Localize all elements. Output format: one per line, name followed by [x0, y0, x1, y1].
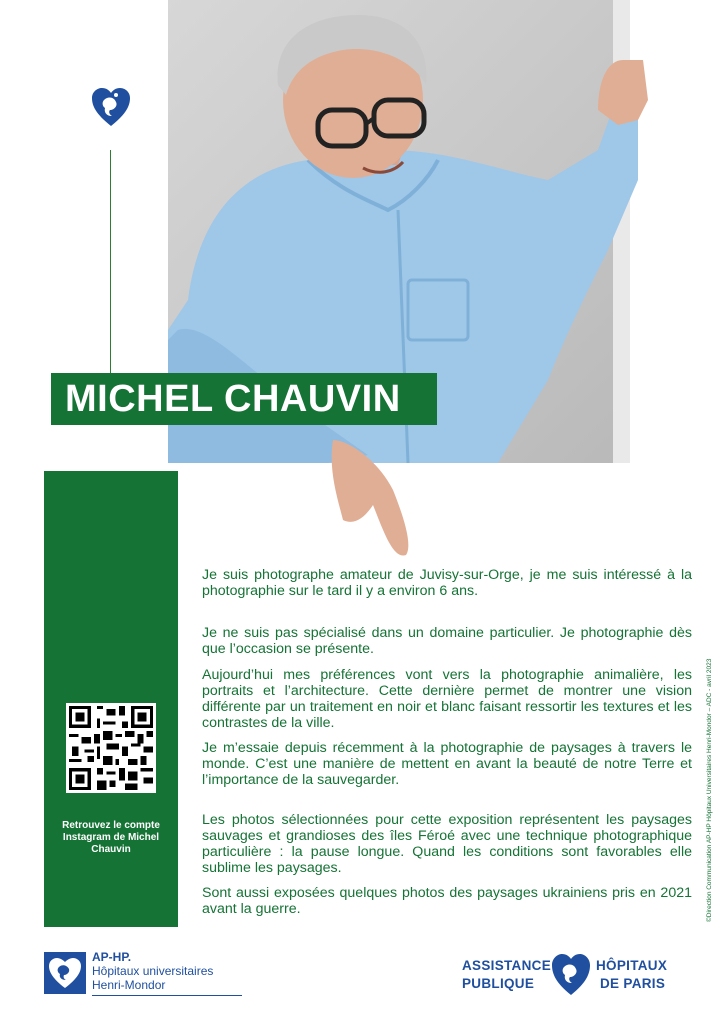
ap-hp-logo [462, 950, 680, 998]
bio-paragraph: Aujourd’hui mes préférences vont vers la photographie animalière, les portraits et l’architecture. Cette dernière permet de montrer une vision différente par un traitement en noir et blanc faisant ressortir les textures et les contrastes de la ville. [202, 667, 692, 731]
aphp-heart-icon [44, 952, 86, 994]
name-banner [51, 373, 437, 425]
footer-rule [92, 995, 242, 996]
person-name: MICHEL CHAUVIN [65, 377, 401, 420]
heart-shield-icon [550, 952, 592, 996]
aphp-short: AP-HP. [92, 950, 132, 964]
ap-word-assistance: ASSISTANCE [462, 958, 552, 973]
credit-text: ©Direction Communication AP-HP Hôpitaux Universitaires Henri-Mondor – ADC - avril 2023 [706, 658, 713, 922]
ap-word-hopitaux: HÔPITAUX [596, 958, 668, 973]
ap-word-publique: PUBLIQUE [462, 976, 535, 991]
aphp-henri-mondor-name [92, 950, 213, 992]
bio-paragraph: Les photos sélectionnées pour cette exposition représentent les paysages sauvages et grandioses des îles Féroé avec une technique photographique particulière : la pause longue. Quand les conditions sont favorables elle sublime les paysages. [202, 812, 692, 876]
aphp-line2: Hôpitaux universitaires [92, 964, 214, 978]
instagram-qr-code[interactable] [66, 703, 156, 793]
decorative-line [110, 150, 111, 380]
bio-paragraph: Sont aussi exposées quelques photos des paysages ukrainiens pris en 2021 avant la guerre. [202, 885, 692, 917]
bio-paragraph: Je ne suis pas spécialisé dans un domaine particulier. Je photographie dès que l’occasion se présente. [202, 625, 692, 657]
green-side-panel [44, 471, 178, 927]
bio-paragraph: Je m’essaie depuis récemment à la photographie de paysages à travers le monde. C’est une manière de mettent en avant la beauté de notre Terre et l’importance de la sauvegarder. [202, 740, 692, 788]
vertical-credit [706, 592, 718, 922]
bio-paragraph: Je suis photographe amateur de Juvisy-sur-Orge, je me suis intéressé à la photographie sur le tard il y a environ 6 ans. [202, 567, 692, 599]
aphp-line3: Henri-Mondor [92, 978, 166, 992]
ap-word-de-paris: DE PARIS [600, 976, 666, 991]
qr-caption: Retrouvez le compte Instagram de Michel Chauvin [62, 820, 160, 855]
aphp-heart-icon [90, 86, 132, 128]
